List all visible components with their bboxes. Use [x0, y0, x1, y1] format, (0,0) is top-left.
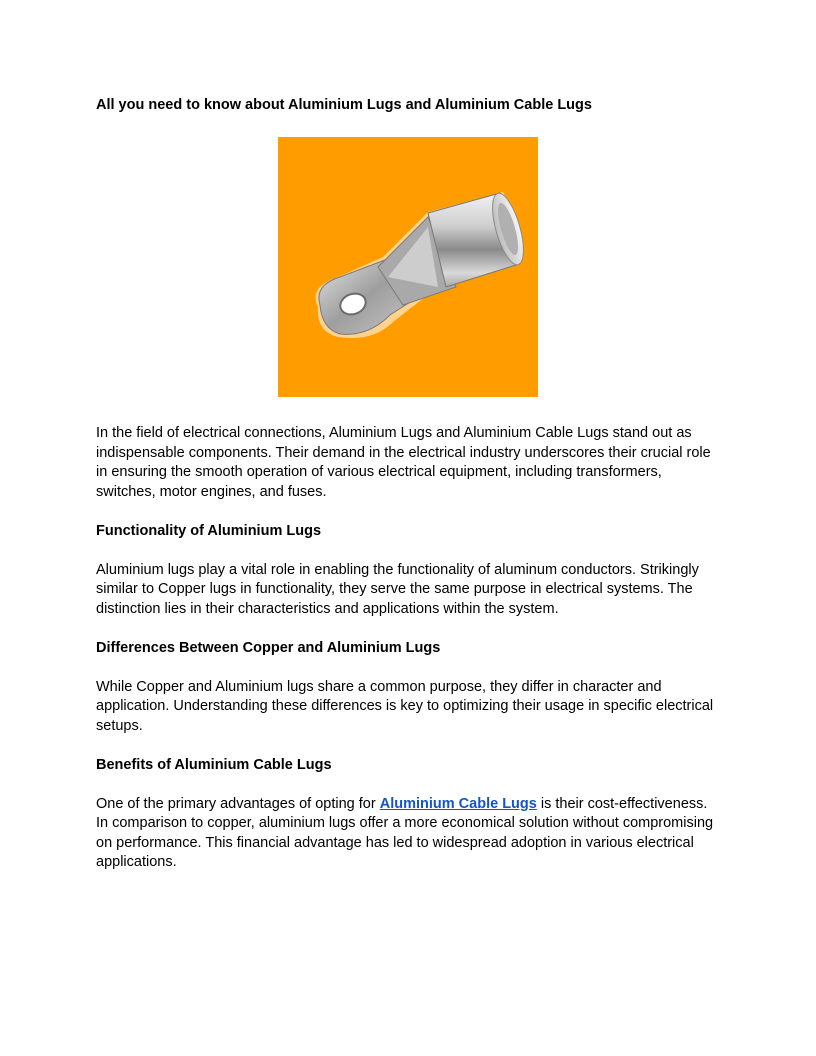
section-body-functionality: Aluminium lugs play a vital role in enabling the functionality of aluminum conductors. Strikingly similar to Copper lugs in functionality, they serve the same purpose in electrical systems. The distinction lies in their characteristics and applications within the system. — [96, 561, 699, 617]
cable-lug-image — [278, 137, 538, 397]
intro-paragraph: In the field of electrical connections, Aluminium Lugs and Aluminium Cable Lugs stand out as indispensable components. Their demand in the electrical industry underscores their crucial role in ensuring the smooth operation of various electrical equipment, including transformers, switches, motor engines, and fuses. — [96, 425, 711, 500]
section-heading-differences: Differences Between Copper and Aluminium Lugs — [96, 639, 441, 656]
aluminium-cable-lugs-link[interactable]: Aluminium Cable Lugs — [379, 795, 537, 812]
document-title: All you need to know about Aluminium Lugs and Aluminium Cable Lugs — [96, 97, 592, 113]
section-body-benefits — [96, 795, 720, 873]
figure-container — [96, 137, 720, 397]
section-heading-functionality: Functionality of Aluminium Lugs — [96, 522, 322, 539]
document-page — [96, 96, 720, 873]
benefits-text-after-link: is their cost-effectiveness. In comparison to copper, aluminium lugs offer a more economical solution without compromising on performance. This financial advantage has led to widespread adoption in various electrical applications. — [96, 795, 714, 870]
cable-lug-icon — [278, 137, 538, 397]
section-body-differences: While Copper and Aluminium lugs share a common purpose, they differ in character and application. Understanding these differences is key to optimizing their usage in specific electrical setups. — [96, 678, 714, 734]
section-heading-benefits: Benefits of Aluminium Cable Lugs — [96, 756, 332, 773]
benefits-text-before-link: One of the primary advantages of opting for — [96, 795, 380, 812]
